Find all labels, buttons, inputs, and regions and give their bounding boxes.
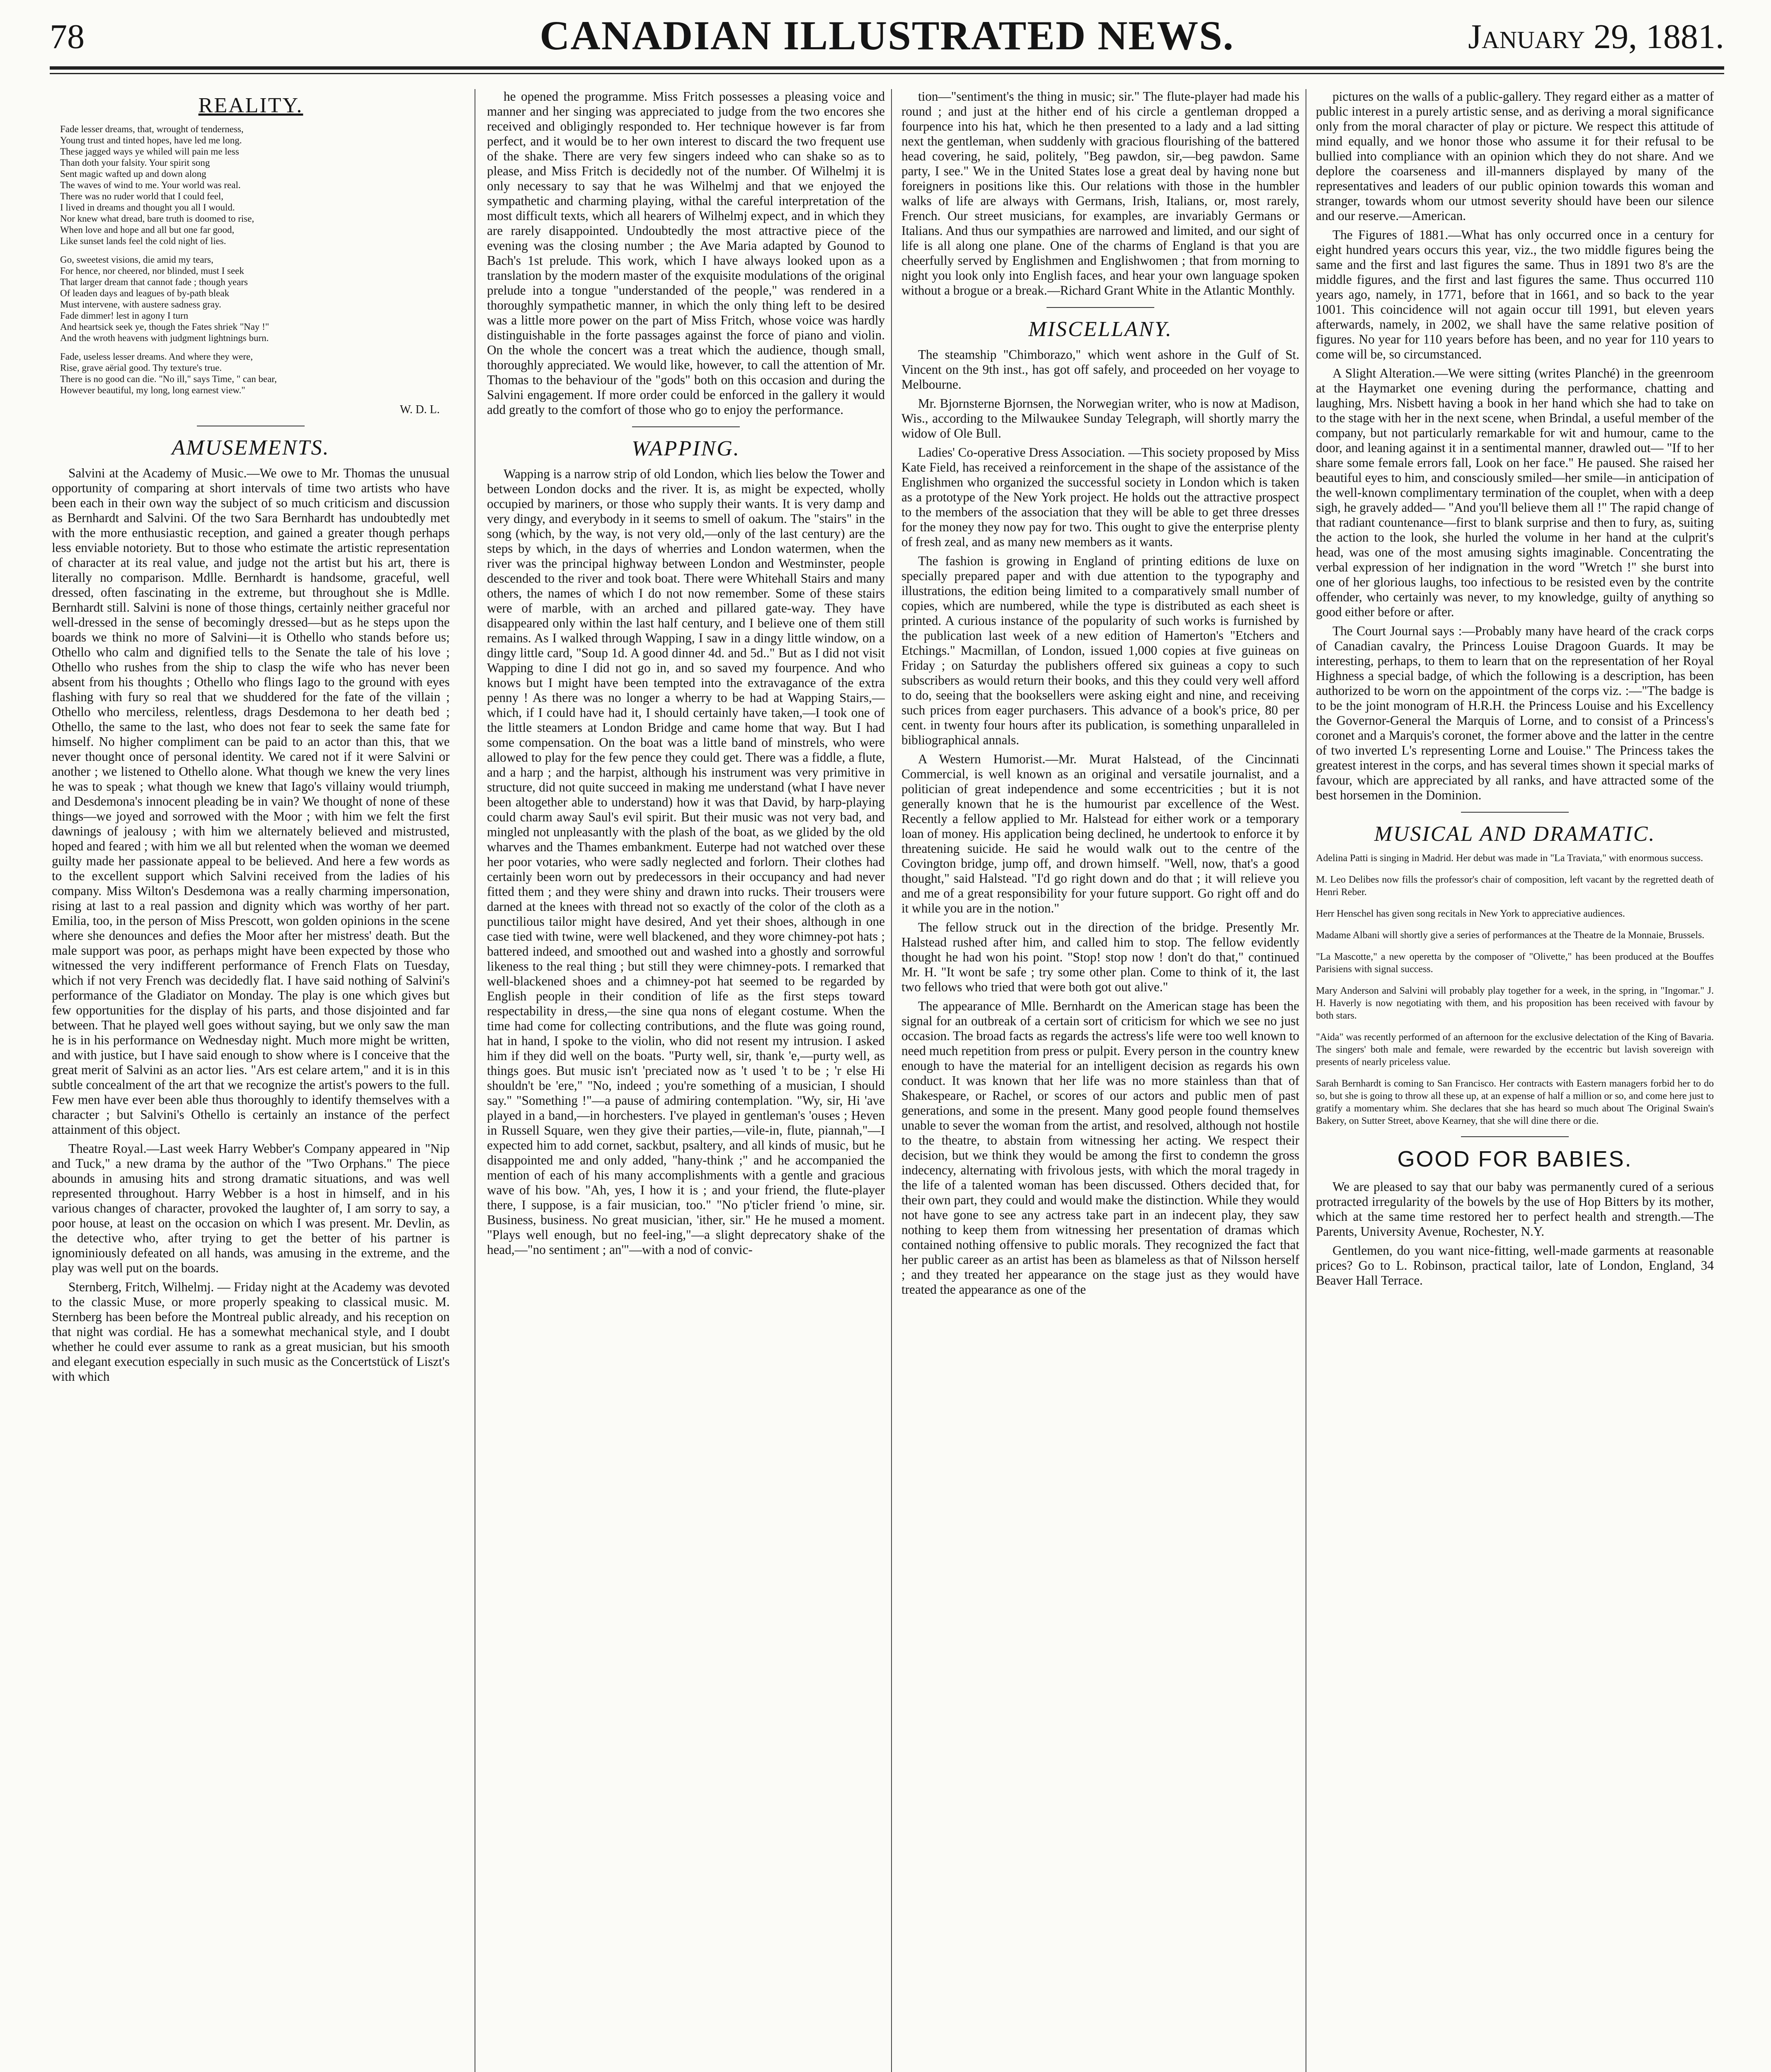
- poem-line: These jagged ways ye whiled will pain me less: [60, 146, 239, 157]
- masthead-rule-thick: [50, 66, 1724, 70]
- paragraph: Wapping is a narrow strip of old London, which lies below the Tower and between London docks and the river. It is, as might be expected, wholly occupied by mariners, or those who supply their wants. It is very damp and very dingy, and everybody in it seems to smell of oakum. The "stairs" in the song (which, by the way, is not very old,—only of the last century) are the steps by which, in the days of wherries and London watermen, when the river was the principal highway between London and Westminster, people descended to the river and took boat. There were Whitehall Stairs and many others, the names of which I do not now remember. Some of these stairs were of marble, with an arched and pillared gate-way. They have disappeared only within the last half century, and I believe one of them still remains. As I walked through Wapping, I saw in a dingy little window, on a dingy little card, "Soup 1d. A good dinner 4d. and 5d.." But as I did not visit Wapping to dine I did not go in, and so saved my fourpence. And who knows but I might have been tempted into the extravagance of the extra penny ! As there was no longer a wherry to be had at Wapping Stairs,—which, if I could have had it, I should certainly have taken,—I took one of the little steamers at London Bridge and came home that way. But I had some compensation. On the boat was a little band of minstrels, who were allowed to play for the few pence they could get. There was a fiddle, a flute, and a harp ; and the harpist, although his instrument was very primitive in structure, did not quite succeed in making me understand (what I have never been altogether able to understand) how it was that David, by harp-playing could charm away Saul's evil spirit. But their music was not very bad, and mingled not unpleasantly with the plash of the boat, as we glided by the old wharves and the Thames embankment. Euterpe had not watched over these her poor votaries, who were sadly neglected and forlorn. Their clothes had certainly been worn out by predecessors in their occupancy and had never fitted them ; and they were shiny and drawn into rucks. Their trousers were darned at the knees with thread not so exactly of the color of the cloth as a punctilious tailor might have desired, And yet their shoes, although in one case tied with twine, were well blackened, and they wore chimney-pot hats ; battered indeed, and smoothed out and washed into a ghostly and sorrowful likeness to the real thing ; but still they were chimney-pots. I remarked that well-blackened shoes and a chimney-pot hat seemed to be regarded by English people in their condition of life as the first steps toward respectability in dress,—the sine qua nons of elegant costume. When the time had come for collecting contributions, and the flute was going round, hat in hand, I spoke to the violin, who did not resent my intrusion. I asked him if they did well on the boats. "Purty well, sir, thank 'e,—purty well, as things goes. But music isn't 'preciated now as 't used 't to be ; 'r else Hi shouldn't be 'ere," "No, indeed ; you're something of a musician, I should say." "Something !"—a pause of admiring contemplation. "Wy, sir, Hi 'ave played in a band,—in horchesters. I've played in gentleman's 'ouses ; Heven in Russell Square, wen they give their parties,—vile-in, flute, piannah,"—I expected him to add cornet, sackbut, psaltery, and all kinds of music, but he disappointed me and only added, "hany-think ;" and he accompanied the mention of each of his many accomplishments with a gentle and gracious wave of his bow. "Ah, yes, I how it is ; and your friend, the flute-player there, I suppose, is a fair musician, too." "No p'ticler friend 'o mine, sir. Business, business. No great musician, 'ither, sir." He he mused a moment. "Plays well enough, but no feel-ing,"—a slight deprecatory shake of the head,—"no sentiment ; an'"—with a nod of convic-: [487, 467, 885, 1257]
- paragraph: "La Mascotte," a new operetta by the composer of "Olivette," has been produced at the Bouffes Parisiens with signal success.: [1316, 951, 1714, 975]
- column-1: [52, 89, 450, 2072]
- musical-dramatic-heading: MUSICAL AND DRAMATIC.: [1374, 822, 1656, 846]
- paragraph: Mary Anderson and Salvini will probably play together for a week, in the spring, in "Ingomar." J. H. Haverly is now negotiating with them, and his proposition has been received with favour by both stars.: [1316, 985, 1714, 1021]
- miscellany-continued: [1316, 89, 1714, 803]
- paragraph: M. Leo Delibes now fills the professor's chair of composition, left vacant by the regretted death of Henri Reber.: [1316, 874, 1714, 898]
- poem-line: And the wroth heavens with judgment lightnings burn.: [60, 333, 269, 343]
- poem-line: Of leaden days and leagues of by-path bleak: [60, 288, 230, 298]
- poem-line: For hence, nor cheered, nor blinded, must I seek: [60, 266, 244, 276]
- paragraph: Ladies' Co-operative Dress Association. —This society proposed by Miss Kate Field, has received a reinforcement in the shape of the assistance of the Englishmen who organized the successful society in London which is taken as a prototype of the New York project. He holds out the attractive prospect to the members of the association that they will be able to get three dresses for the money they now pay for two. This ought to give the enterprise plenty of fresh zeal, and as many new members as it wants.: [901, 445, 1299, 549]
- amusements-body: [52, 466, 450, 1384]
- paragraph: We are pleased to say that our baby was permanently cured of a serious protracted irregularity of the bowels by the use of Hop Bitters by its mother, which at the same time restored her to perfect health and strength.—The Parents, University Avenue, Rochester, N.Y.: [1316, 1179, 1714, 1239]
- poem-line: However beautiful, my long, long earnest view.": [60, 385, 245, 395]
- paragraph: Theatre Royal.—Last week Harry Webber's Company appeared in "Nip and Tuck," a new drama by the author of the "Two Orphans." The piece abounds in amusing hits and strong dramatic situations, and was well represented throughout. Harry Webber is a host in himself, and in his various changes of character, provoked the laughter of, I am sorry to say, a poor house, at least on the occasion on which I was present. Mr. Devlin, as the detective who, after trying to get the better of his partner is ignominiously defeated on all hands, was amusing in the extreme, and the play was well put on the boards.: [52, 1141, 450, 1275]
- section-divider: [632, 426, 740, 427]
- paragraph: "Aida" was recently performed of an afternoon for the exclusive delectation of the King of Bavaria. The singers' both male and female, were rewarded by the eccentric but lavish sovereign with presents of nearly priceless value.: [1316, 1032, 1714, 1067]
- poem-signature: W. D. L.: [400, 403, 440, 416]
- poem-line: Sent magic wafted up and down along: [60, 169, 206, 179]
- poem-line: Fade dimmer! lest in agony I turn: [60, 310, 189, 321]
- reality-poem: [60, 123, 450, 396]
- poem-line: Fade, useless lesser dreams. And where they were,: [60, 351, 253, 362]
- paragraph: The fashion is growing in England of printing editions de luxe on specially prepared paper and with due attention to the typography and illustrations, the edition being limited to a comparatively small number of copies, which are numbered, while the type is distributed as each sheet is printed. A curious instance of the popularity of such works is furnished by the publication last week of a new edition of Hamerton's "Etchers and Etchings." Macmillan, of London, issued 1,000 copies at five guineas on Friday ; on Saturday the publishers offered six guineas a copy to such subscribers as would return their books, and this they could very well afford to do, seeing that the booksellers were asking eight and nine, and receiving such prices from eager purchasers. This advance of a book's price, 80 per cent. in twenty four hours after its publication, is something unparalleled in bibliographical annals.: [901, 554, 1299, 747]
- poem-stanza: [60, 123, 450, 247]
- poem-line: Go, sweetest visions, die amid my tears,: [60, 254, 213, 265]
- newspaper-title: CANADIAN ILLUSTRATED NEWS.: [540, 12, 1234, 58]
- paragraph: Sarah Bernhardt is coming to San Francisco. Her contracts with Eastern managers forbid her to do so, but she is going to throw all these up, at an expense of half a million or so, and come here just to gratify a momentary whim. She declares that she has heard so much about The Original Swain's Bakery, on Sutter Street, above Kearney, that she will dine there or die.: [1316, 1078, 1714, 1126]
- amusements-heading: AMUSEMENTS.: [172, 436, 330, 460]
- paragraph: he opened the programme. Miss Fritch possesses a pleasing voice and manner and her singing was appreciated to judge from the two encores she received and obligingly responded to. Her technique however is far from perfect, and it would be to her own interest to discard the two frequent use of the shake. There are very few singers indeed who can shake so as to please, and Miss Fritch is decidedly not of the number. Of Wilhelmj it is only necessary to say that he was Wilhelmj and that we enjoyed the sympathetic and charming playing, withal the careful interpretation of the most difficult texts, which all hearers of Wilhelmj expect, and in which they are rarely disappointed. Undoubtedly the most attractive piece of the evening was the closing number ; the Ave Maria adapted by Gounod to Bach's 1st prelude. This work, which I have always looked upon as a translation by the modern master of the exquisite modulations of the original prelude into a tongue "understanded of the people," was rendered in a thoroughly sympathetic manner, in which the only thing left to be desired was a little more power on the part of Miss Fritch, whose voice was hardly distinguishable in the forte passages against the force of piano and violin. On the whole the concert was a treat which the audience, though small, thoroughly appreciated. We would like, however, to call the attention of Mr. Thomas to the behaviour of the "gods" both on this occasion and during the Salvini engagement. If more order could be enforced in the gallery it would add greatly to the comfort of those who go to enjoy the performance.: [487, 89, 885, 417]
- musical-dramatic-body: [1316, 852, 1714, 1127]
- poem-line: Rise, grave aërial good. Thy texture's true.: [60, 363, 222, 373]
- good-for-babies-heading: GOOD FOR BABIES.: [1397, 1147, 1633, 1172]
- paragraph: Herr Henschel has given song recitals in New York to appreciative audiences.: [1316, 908, 1625, 919]
- column-2: [487, 89, 885, 2072]
- paragraph: The Court Journal says :—Probably many have heard of the crack corps of Canadian cavalry, the Princess Louise Dragoon Guards. It may be interesting, perhaps, to them to learn that on the representation of her Royal Highness a special badge, of which the following is a description, has been authorized to be worn on the appointment of the corps viz. :—"The badge is to be the joint monogram of H.R.H. the Princess Louise and his Excellency the Governor-General the Marquis of Lorne, and to consist of a Princess's coronet and a Marquis's coronet, the former above and the latter in the centre of two inverted L's representing Lorne and Louise." The Princess takes the greatest interest in the corps, and has several times shown it special marks of favour, which are appreciated by all ranks, and have attracted some of the best horsemen in the Dominion.: [1316, 624, 1714, 802]
- paragraph: A Slight Alteration.—We were sitting (writes Planché) in the greenroom at the Haymarket one evening during the performance, chatting and laughing, Mrs. Nisbett having a book in her hand which she had to take on to the stage with her in the next scene, when Brindal, a useful member of the company, but not particularly remarkable for wit and humour, came to the door, and leaning against it in a sentimental manner, drawled out— "If to her share some female errors fall, Look on her face." He paused. She raised her beautiful eyes to him, and consciously smiled—her smile—in anticipation of the well-known complimentary termination of the couplet, when with a deep sigh, he gravely added— "And you'll believe them all !" The rapid change of that radiant countenance—first to blank surprise and then to fury, as, suiting the action to the look, she hurled the volume in her hand at the culprit's head, was one of the most amusing sights imaginable. Concentrating the verbal expression of her indignation in the word "Wretch !" she burst into one of her glorious laughs, too infectious to be resisted even by the contrite offender, who certainly was never, to my knowledge, guilty of anything so good either before or after.: [1316, 366, 1714, 619]
- poem-line: I lived in dreams and thought you all I would.: [60, 202, 235, 213]
- paragraph: Madame Albani will shortly give a series of performances at the Theatre de la Monnaie, Brussels.: [1316, 930, 1705, 941]
- column-divider: [891, 89, 892, 2072]
- poem-line: There was no ruder world that I could feel,: [60, 191, 224, 201]
- paragraph: Adelina Patti is singing in Madrid. Her debut was made in "La Traviata," with enormous success.: [1316, 853, 1703, 864]
- poem-line: Than doth your falsity. Your spirit song: [60, 157, 210, 168]
- paragraph: Gentlemen, do you want nice-fitting, well-made garments at reasonable prices? Go to L. Robinson, practical tailor, late of London, England, 34 Beaver Hall Terrace.: [1316, 1243, 1714, 1288]
- section-divider: [1461, 1136, 1569, 1137]
- poem-stanza: [60, 351, 450, 396]
- poem-line: There is no good can die. "No ill," says Time, " can bear,: [60, 374, 277, 384]
- paragraph: Salvini at the Academy of Music.—We owe to Mr. Thomas the unusual opportunity of comparing at short intervals of time two artists who have been each in their own way the subject of so much criticism and discussion as Bernhardt and Salvini. Of the two Sara Bernhardt has undoubtedly met with the more enthusiastic reception, and gained a greater though perhaps less enviable notoriety. But to those who estimate the artistic representation of character at its real value, and judge not the artist but his art, there is literally no comparison. Mdlle. Bernhardt is handsome, graceful, well dressed, often fascinating in the extreme, but throughout she is Mdlle. Bernhardt still. Salvini is none of those things, certainly neither graceful nor well-dressed in the sense of becomingly dressed—but as he steps upon the boards we think no more of Salvini—it is Othello who stands before us; Othello who calm and dignified tells to the Senate the tale of his love ; Othello who rushes from the ship to clasp the wife who has never been absent from his thoughts ; Othello who flings Iago to the ground with eyes flashing with fury so real that we shuddered for the fate of the villain ; Othello who merciless, relentless, drags Desdemona to her death bed ; Othello, the same to the last, who does not fear to seek the same fate for himself. No higher compliment can be paid to an actor than this, that we never thought once of personal identity. We cared not if it were Salvini or another ; we listened to Othello alone. What though we knew the very lines he was to speak ; what though we knew that Iago's villainy would triumph, and Desdemona's innocent pleading be in vain? We thought of none of these things—we joyed and sorrowed with the Moor ; with him we felt the first dawnings of jealousy ; with him we alternately believed and mistrusted, hoped and feared ; with him we all but relented when the woman we deemed guilty made her passionate appeal to be believed. And here a few words as to the excellent support which Salvini received from the ladies of his company. Miss Wilton's Desdemona was a really charming impersonation, rising at last to a real passion and dignity which was worthy of her part. Emilia, too, in the person of Miss Prescott, won golden opinions in the scene where she denounces and defies the Moor after her mistress' death. But the male support was poor, as perhaps might have been expected by those who witnessed the very indifferent performance of French Flats on Tuesday, which if not very French was decidedly flat. I have said nothing of Salvini's performance of the Gladiator on Monday. The play is one which gives but few opportunities for the display of his parts, and those disjointed and far between. That he played well goes without saying, but we only saw the man he is in his performance on Wednesday night. Much more might be written, and with justice, but I have said enough to show where is I conceive that the great merit of Salvini as an actor lies. "Ars est celare artem," and it is in this subtle concealment of the art that we recognize the artist's powers to the full. Few men have ever been able thus thoroughly to identify themselves with a character ; but Salvini's Othello is certainly an instance of the perfect attainment of this object.: [52, 466, 450, 1137]
- poem-line: Fade lesser dreams, that, wrought of tenderness,: [60, 124, 244, 134]
- poem-line: Must intervene, with austere sadness gray.: [60, 299, 221, 310]
- wapping-body: [487, 467, 885, 1257]
- wapping-continued: [901, 89, 1299, 298]
- poem-line: The waves of wind to me. Your world was real.: [60, 180, 241, 190]
- paragraph: The appearance of Mlle. Bernhardt on the American stage has been the signal for an outbreak of a certain sort of criticism for which we see no just occasion. The broad facts as regards the actress's life were too well known to need much repetition from press or pulpit. Every person in the country knew enough to have the material for an intelligent decision as regards his own conduct. It was known that her life was no more stainless than that of Shakespeare, or Rachel, or scores of our actors and public men of past generations, and some in the present. Many good people found themselves unable to sever the woman from the artist, and resolved, although not hostile to the theatre, to abstain from witnessing her acting. We respect their decision, but we think they would be among the first to condemn the gross indecency, alternating with frivolous jests, with which the moral tragedy in the life of a talented woman has been discussed. Others decided that, for their own part, they could and would make the distinction. While they would not have gone to see any actress take part in an indecent play, they saw nothing to keep them from witnessing her presentation of dramas which contained nothing offensive to public morals. They recognized the fact that her public career as an artist has been as blameless as that of Nilsson herself ; and they treated her appearance on the stage just as they would have treated the appearance as one of the: [901, 999, 1299, 1297]
- paragraph: Mr. Bjornsterne Bjornsen, the Norwegian writer, who is now at Madison, Wis., according to the Milwaukee Sunday Telegraph, will shortly marry the widow of Ole Bull.: [901, 396, 1299, 441]
- issue-date: January 29, 1881.: [1468, 17, 1724, 56]
- miscellany-body: [901, 347, 1299, 1297]
- good-for-babies-body: [1316, 1179, 1714, 1288]
- masthead: [50, 8, 1724, 62]
- section-divider: [1461, 812, 1569, 813]
- paragraph: pictures on the walls of a public-gallery. They regard either as a matter of public interest in a purely artistic sense, and as deriving a moral significance only from the moral character of play or picture. We respect this attitude of mind equally, and we honor those who assume it for their refusal to be bullied into compliance with an opinion which they do not share. And we deplore the coarseness and ill-manners displayed by many of the representatives and leaders of our public opinion towards this woman and stranger, towards whom our utmost severity should have been our silence and our reserve.—American.: [1316, 89, 1714, 223]
- paragraph: tion—"sentiment's the thing in music; sir." The flute-player had made his round ; and just at the hither end of his circle a gentleman dropped a fourpence into his hat, which he then presented to a lady and a lad sitting next the gentleman, when suddenly with gracious flourishing of the battered head covering, he said, politely, "Beg pawdon, sir,—beg pawdon. Same party, I see." We in the United States lose a great deal by having none but foreigners in positions like this. Our relations with those in the humbler walks of life are always with Germans, Irish, Italians, or, most rarely, French. Our street musicians, for examples, are invariably Germans or Italians. And thus our sympathies are narrowed and limited, and our sight of life is all along one plane. One of the charms of England is that you are cheerfully served by Englishmen and Englishwomen ; that from morning to night you look only into English faces, and hear your own language spoken without a brogue or a break.—Richard Grant White in the Atlantic Monthly.: [901, 89, 1299, 298]
- wapping-heading: WAPPING.: [632, 437, 740, 460]
- reality-heading: REALITY.: [198, 94, 303, 117]
- miscellany-heading: MISCELLANY.: [1028, 317, 1173, 341]
- section-divider: [1047, 307, 1154, 308]
- paragraph: A Western Humorist.—Mr. Murat Halstead, of the Cincinnati Commercial, is well known as an original and versatile journalist, and a politician of great independence and some eccentricities ; but it is not generally known that he is the humourist par excellence of the West. Recently a fellow applied to Mr. Halstead for either work or a temporary loan of money. His application being declined, he undertook to enforce it by threatening suicide. He said he would walk out to the centre of the Covington bridge, jump off, and drown himself. "Well, now, that's a good thought," said Halstead. "I'd go right down and do that ; it will relieve you and me of a great responsibility for your future support. Go right off and do it while you are in the notion.": [901, 752, 1299, 915]
- paragraph: The fellow struck out in the direction of the bridge. Presently Mr. Halstead rushed after him, and called him to stop. The fellow evidently thought he had won his point. "Stop! stop now ! don't do that," continued Mr. H. "It wont be safe ; try some other plan. Come to think of it, the last two fellows who tried that were both got out alive.": [901, 920, 1299, 994]
- paragraph: The steamship "Chimborazo," which went ashore in the Gulf of St. Vincent on the 9th inst., has got off safely, and proceeded on her voyage to Melbourne.: [901, 347, 1299, 392]
- poem-line: Like sunset lands feel the cold night of lies.: [60, 236, 226, 246]
- page-number: 78: [50, 17, 85, 56]
- paragraph: The Figures of 1881.—What has only occurred once in a century for eight hundred years occurs this year, viz., the two middle figures being the same and the first and last figures the same. Thus in 1891 two 8's are the middle figures, and the first and last figures the same. Thus occurred 110 years ago, namely, in 1771, before that in 1661, and so back to the year 1001. This coincidence will not again occur till 1991, but eleven years afterwards, namely, in 2002, we shall have the same relative position of figures. No year for 110 years before has been, and no year for 110 years to come will be, so circumstanced.: [1316, 228, 1714, 361]
- column-4: [1316, 89, 1714, 2072]
- poem-line: Young trust and tinted hopes, have led me long.: [60, 135, 242, 145]
- poem-line: That larger dream that cannot fade ; though years: [60, 277, 248, 287]
- column-3: [901, 89, 1299, 2072]
- masthead-rule-thin: [50, 73, 1724, 74]
- amusements-continued: [487, 89, 885, 417]
- poem-stanza: [60, 254, 450, 344]
- poem-line: And heartsick seek ye, though the Fates shriek "Nay !": [60, 322, 269, 332]
- poem-line: When love and hope and all but one far good,: [60, 225, 235, 235]
- poem-line: Nor knew what dread, bare truth is doomed to rise,: [60, 213, 254, 224]
- paragraph: Sternberg, Fritch, Wilhelmj. — Friday night at the Academy was devoted to the classic Muse, or more properly speaking to classical music. M. Sternberg has been before the Montreal public already, and his reception on that night was cordial. He has a somewhat mechanical style, and I doubt whether he could ever assume to rank as a great musician, but his smooth and elegant execution especially in such music as the Concertstück of Liszt's with which: [52, 1280, 450, 1384]
